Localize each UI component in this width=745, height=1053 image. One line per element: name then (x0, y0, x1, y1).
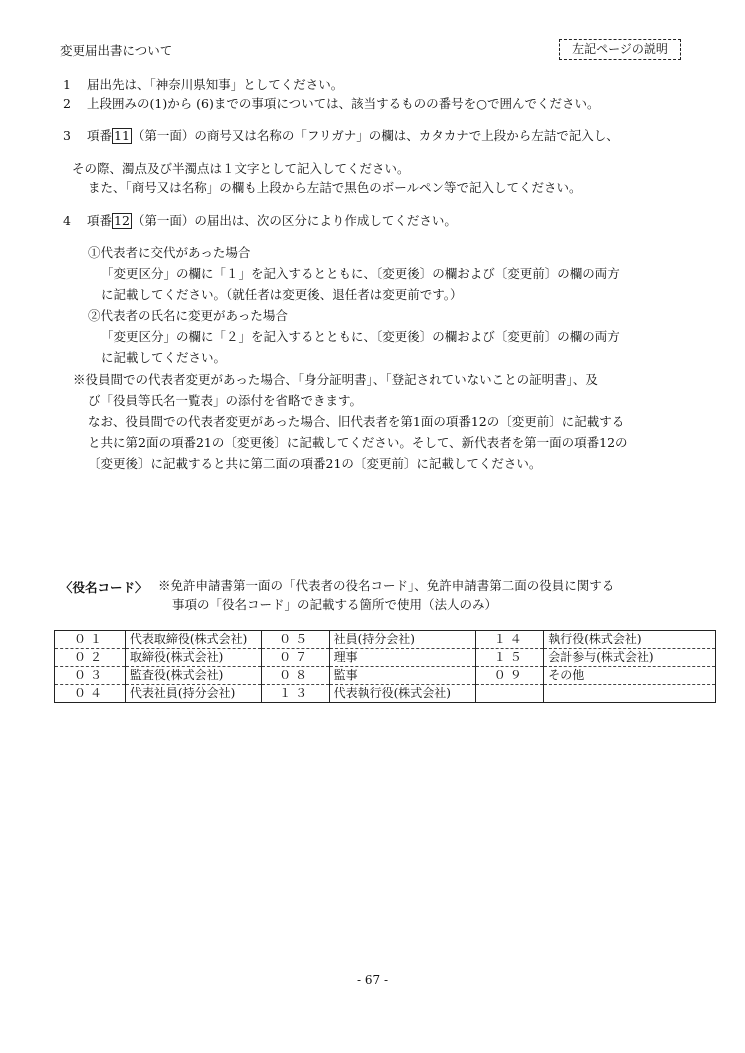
role-name-cell: 社員(持分会社) (329, 631, 476, 649)
item-text: 項番 (87, 213, 113, 228)
item-text: 上段囲みの(1)から (6)までの事項については、該当するものの番号を○で囲んでください。 (87, 96, 600, 111)
note-line-2: び「役員等氏名一覧表」の添付を省略できます。 (88, 393, 363, 408)
role-codes-note-1: ※免許申請書第一面の「代表者の役名コード」、免許申請書第二面の役員に関する (158, 578, 615, 593)
item-text: （第一面）の商号又は名称の「フリガナ」の欄は、カタカナで上段から左詰で記入し、 (131, 128, 619, 143)
item-number: 1 (63, 77, 71, 92)
role-name-cell: 執行役(株式会社) (544, 631, 716, 649)
role-code-cell: ０７ (261, 649, 329, 667)
role-name-cell: 代表執行役(株式会社) (329, 685, 476, 703)
role-code-cell (476, 685, 544, 703)
table-row (55, 667, 716, 685)
role-name-cell (544, 685, 716, 703)
role-code-cell: １３ (261, 685, 329, 703)
role-name-cell: 理事 (329, 649, 476, 667)
item-number: 3 (63, 128, 71, 143)
role-name-cell: 監事 (329, 667, 476, 685)
item-number: 2 (63, 96, 71, 111)
role-codes-table (54, 630, 716, 703)
sub-case-1-line-1: 「変更区分」の欄に「１」を記入するとともに、〔変更後〕の欄および〔変更前〕の欄の両方 (101, 266, 620, 281)
role-code-cell: ０５ (261, 631, 329, 649)
item-3-line-3: また、「商号又は名称」の欄も上段から左詰で黒色のボールペン等で記入してください。 (88, 180, 582, 195)
sub-case-2-line-2: に記載してください。 (101, 350, 227, 365)
sub-case-2-line-1: 「変更区分」の欄に「２」を記入するとともに、〔変更後〕の欄および〔変更前〕の欄の両方 (101, 329, 620, 344)
role-name-cell: その他 (544, 667, 716, 685)
note-line-4: と共に第2面の項番21の〔変更後〕に記載してください。そして、新代表者を第一面の項番12の (88, 435, 628, 450)
item-4 (63, 213, 457, 229)
table-row (55, 649, 716, 667)
note-line-3: なお、役員間での代表者変更があった場合、旧代表者を第1面の項番12の〔変更前〕に記載する (88, 414, 625, 429)
table-row (55, 685, 716, 703)
role-code-cell: ０４ (55, 685, 126, 703)
role-name-cell: 代表取締役(株式会社) (125, 631, 261, 649)
note-line-5: 〔変更後〕に記載すると共に第二面の項番21の〔変更前〕に記載してください。 (88, 456, 542, 471)
item-3-line-2: その際、濁点及び半濁点は１文字として記入してください。 (72, 161, 410, 176)
role-codes-note-2: 事項の「役名コード」の記載する箇所で使用（法人のみ） (172, 597, 498, 612)
item-number: 4 (63, 213, 71, 228)
boxed-item-number: 12 (114, 213, 130, 228)
role-codes-heading (60, 578, 148, 596)
role-code-cell: １４ (476, 631, 544, 649)
boxed-item-number: 11 (114, 128, 130, 143)
role-code-cell: ０１ (55, 631, 126, 649)
role-codes-label: 〈役名コード〉 (60, 580, 148, 595)
item-text: 届出先は、「神奈川県知事」としてください。 (87, 77, 344, 92)
item-3 (63, 128, 619, 144)
role-code-cell: ０８ (261, 667, 329, 685)
sub-case-2-heading: ②代表者の氏名に変更があった場合 (88, 308, 288, 323)
sub-case-1-line-2: に記載してください。（就任者は変更後、退任者は変更前です。） (101, 287, 463, 302)
table-row (55, 631, 716, 649)
side-note-label: 左記ページの説明 (559, 39, 681, 60)
item-text: （第一面）の届出は、次の区分により作成してください。 (131, 213, 457, 228)
role-name-cell: 代表社員(持分会社) (125, 685, 261, 703)
role-code-cell: ０２ (55, 649, 126, 667)
role-name-cell: 監査役(株式会社) (125, 667, 261, 685)
role-code-cell: １５ (476, 649, 544, 667)
page-title: 変更届出書について (60, 43, 173, 58)
item-1 (63, 77, 343, 93)
item-2 (63, 96, 600, 112)
role-name-cell: 取締役(株式会社) (125, 649, 261, 667)
role-name-cell: 会計参与(株式会社) (544, 649, 716, 667)
role-code-cell: ０３ (55, 667, 126, 685)
sub-case-1-heading: ①代表者に交代があった場合 (88, 245, 251, 260)
role-code-cell: ０９ (476, 667, 544, 685)
item-text: 項番 (87, 128, 113, 143)
note-line-1: ※役員間での代表者変更があった場合、「身分証明書」、「登記されていないことの証明書」、及 (73, 372, 598, 387)
page-number: - 67 - (356, 973, 388, 987)
